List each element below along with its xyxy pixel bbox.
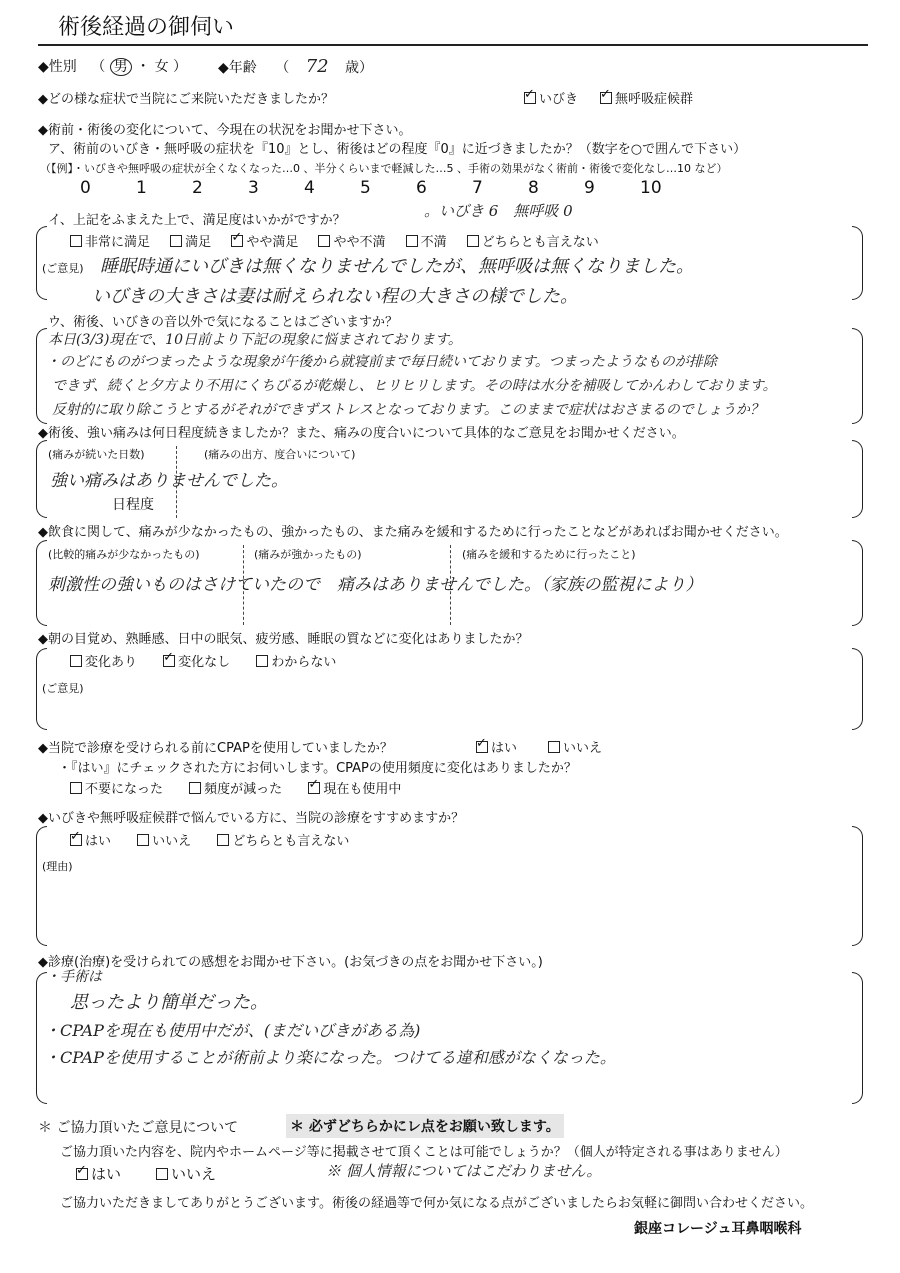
scale-9[interactable]: 9: [584, 178, 595, 198]
severity-scale[interactable]: [80, 178, 696, 198]
checkbox-icon: [163, 655, 175, 667]
q3-text: ◆術後、強い痛みは何日程度続きましたか？また、痛みの度合いについて具体的なご意見をお聞かせください。: [38, 426, 685, 441]
q7-opt-no[interactable]: いいえ: [137, 834, 191, 849]
q5-opinion-label: (ご意見): [42, 682, 84, 695]
age-label: ◆年齢: [218, 60, 257, 76]
q2c-text: ウ、術後、いびきの音以外で気になることはございますか？: [48, 315, 398, 330]
bracket-right: [852, 648, 863, 730]
q8-text: ◆診療(治療)を受けられての感想をお聞かせ下さい。(お気づきの点をお聞かせ下さい。): [38, 955, 543, 970]
scale-6[interactable]: 6: [416, 178, 427, 198]
age-unit: 歳）: [345, 60, 374, 76]
scale-3[interactable]: 3: [248, 178, 259, 198]
satisfaction-neither[interactable]: どちらとも言えない: [467, 235, 599, 250]
footer-heading-2: ＊ 必ずどちらかにレ点をお願い致します。: [286, 1114, 564, 1138]
satisfaction-options: [70, 231, 599, 250]
q8-hand-4: ・CPAPを使用することが術前より楽になった。つけてる違和感がなくなった。: [44, 1048, 616, 1067]
clinic-name: 銀座コレージュ耳鼻咽喉科: [634, 1221, 802, 1237]
footer-hand: ※ 個人情報についてはこだわりません。: [326, 1162, 602, 1180]
checkbox-icon: [524, 92, 536, 104]
q7-opt-yes[interactable]: ✓はい: [70, 834, 111, 849]
checkbox-icon: [256, 655, 268, 667]
q5-opt-changed[interactable]: 変化あり: [70, 655, 137, 670]
scale-4[interactable]: 4: [304, 178, 315, 198]
q1-opt-snoring[interactable]: ✓ いびき: [524, 88, 578, 107]
checkbox-icon: [170, 235, 182, 247]
checkbox-icon: [156, 1168, 168, 1180]
checkbox-icon: [318, 235, 330, 247]
q7-options: [70, 830, 349, 849]
q2-a-text: ア、術前のいびき・無呼吸の症状を『10』とし、術後はどの程度『0』に近づきましたか？（数字を○で囲んで下さい）: [48, 142, 747, 157]
q2-text: ◆術前・術後の変化について、今現在の状況をお聞かせ下さい。: [38, 123, 412, 138]
q4-label-1: (比較的痛みが少なかったもの): [48, 548, 200, 561]
q7-opt-neither[interactable]: どちらとも言えない: [217, 834, 349, 849]
footer-yes[interactable]: ✓はい: [76, 1163, 121, 1184]
bracket-right: [852, 826, 863, 946]
q4-label-3: (痛みを緩和するために行ったこと): [462, 548, 636, 561]
checkbox-icon: [308, 782, 320, 794]
q5-text: ◆朝の目覚め、熟睡感、日中の眠気、疲労感、睡眠の質などに変化はありましたか？: [38, 632, 529, 647]
page-title: 術後経過の御伺い: [58, 15, 235, 40]
q8-hand-2: 思ったより簡単だった。: [70, 992, 268, 1013]
q2b-hand-1: 睡眠時通にいびきは無くなりませんでしたが、無呼吸は無くなりました。: [100, 256, 694, 277]
q8-hand-1: ・手術は: [46, 969, 102, 985]
q3-label-degree: (痛みの出方、度合いについて): [204, 448, 356, 461]
scale-10[interactable]: 10: [640, 178, 662, 198]
footer-heading-1: ＊ ご協力頂いたご意見について: [38, 1120, 239, 1136]
bracket-right: [852, 226, 863, 300]
q5-options: [70, 651, 336, 670]
q7-reason-label: (理由): [42, 860, 73, 873]
age-value[interactable]: 72: [305, 56, 329, 77]
satisfaction-somewhat-un[interactable]: やや不満: [318, 235, 385, 250]
scale-7[interactable]: 7: [472, 178, 483, 198]
q6-opt-unneeded[interactable]: 不要になった: [70, 782, 163, 797]
sex-label: ◆性別: [38, 59, 77, 75]
checkbox-icon: [70, 655, 82, 667]
q6-options: [70, 778, 401, 797]
satisfaction-very[interactable]: 非常に満足: [70, 235, 150, 250]
satisfaction-satisfied[interactable]: 満足: [170, 235, 211, 250]
sex-row: [38, 56, 187, 76]
checkbox-icon: [476, 741, 488, 753]
q2b-text: イ、上記をふまえた上で、満足度はいかがですか？: [48, 213, 346, 228]
bracket-right: [852, 540, 863, 626]
footer-thanks: ご協力いただきましてありがとうございます。術後の経過等で何か気になる点がございましたらお気軽に御問い合わせください。: [60, 1196, 813, 1211]
q3-hand: 強い痛みはありませんでした。: [50, 471, 288, 491]
q6-opt-reduced[interactable]: 頻度が減った: [189, 782, 282, 797]
checkbox-icon: [137, 834, 149, 846]
checkbox-icon: [217, 834, 229, 846]
q4-hand: 刺激性の強いものはさけていたので 痛みはありませんでした。（家族の監視により）: [48, 575, 703, 595]
q6-opt-still-using[interactable]: ✓ 現在も使用中: [308, 782, 401, 797]
sex-dot: ・: [136, 59, 151, 75]
q3-unit: 日程度: [112, 497, 154, 513]
footer-no[interactable]: いいえ: [156, 1163, 216, 1184]
checkbox-icon: [70, 235, 82, 247]
checkbox-icon: [70, 834, 82, 846]
sex-open: （: [91, 59, 106, 75]
q2b-hand-2: いびきの大きさは妻は耐えられない程の大きさの様でした。: [92, 286, 578, 307]
q6-text: ◆当院で診療を受けられる前にCPAPを使用していましたか？: [38, 741, 393, 756]
bracket-left: [36, 328, 47, 424]
q1-opt-apnea[interactable]: ✓ 無呼吸症候群: [600, 88, 693, 107]
q8-hand-3: ・CPAPを現在も使用中だが、(まだいびきがある為): [44, 1021, 421, 1040]
scale-1[interactable]: 1: [136, 178, 147, 198]
scale-0[interactable]: 0: [80, 178, 91, 198]
q1-text: ◆どの様な症状で当院にご来院いただきましたか？: [38, 92, 334, 107]
scale-8[interactable]: 8: [528, 178, 539, 198]
q2-hand-note: 。いびき 6 無呼吸 0: [424, 202, 573, 220]
bracket-right: [852, 328, 863, 424]
checkbox-icon: [70, 782, 82, 794]
q2-example: （【例】・いびきや無呼吸の症状が全くなくなった…0 、半分くらいまで軽減した…5 、手術の効果がなく術前・術後で変化なし…10 など）: [40, 162, 728, 175]
age-open: （: [275, 60, 290, 76]
q6-yes[interactable]: ✓ はい: [476, 737, 517, 756]
q2c-hand-4: 反射的に取り除こうとするがそれができずストレスとなっております。このままで症状はおさまるのでしょうか？: [52, 402, 764, 418]
q6-sub: ・『はい』にチェックされた方にお伺いします。CPAPの使用頻度に変化はありましたか？: [58, 761, 577, 776]
q5-opt-nochange[interactable]: ✓ 変化なし: [163, 655, 230, 670]
satisfaction-unsatisfied[interactable]: 不満: [406, 235, 447, 250]
checkbox-icon: [231, 235, 243, 247]
age-row: [218, 56, 373, 77]
q4-label-2: (痛みが強かったもの): [254, 548, 362, 561]
footer-question: ご協力頂いた内容を、院内やホームページ等に掲載させて頂くことは可能でしょうか？（個人が特定される事はありません）: [60, 1145, 788, 1160]
q2c-hand-3: できず、続くと夕方より不用にくちびるが乾燥し、ヒリヒリします。その時は水分を補吸してかんわしております。: [52, 378, 777, 394]
q4-text: ◆飲食に関して、痛みが少なかったもの、強かったもの、また痛みを緩和するために行ったことなどがあればお聞かせください。: [38, 525, 788, 540]
bracket-left: [36, 540, 47, 626]
bracket-left: [36, 826, 47, 946]
checkbox-icon: [467, 235, 479, 247]
scale-5[interactable]: 5: [360, 178, 371, 198]
bracket-left: [36, 440, 47, 518]
checkbox-icon: [406, 235, 418, 247]
checkbox-icon: [600, 92, 612, 104]
title-underline: [38, 44, 868, 46]
sex-female[interactable]: 女: [154, 59, 169, 75]
q2b-opinion-label: (ご意見): [42, 262, 84, 275]
q3-label-days: (痛みが続いた日数): [48, 448, 145, 461]
q7-text: ◆いびきや無呼吸症候群で悩んでいる方に、当院の診療をすすめますか？: [38, 811, 465, 826]
satisfaction-somewhat[interactable]: ✓ やや満足: [231, 235, 298, 250]
q2c-hand-1: 本日(3/3)現在で、10日前より下記の現象に悩まされております。: [48, 332, 462, 348]
checkbox-icon: [76, 1168, 88, 1180]
scale-2[interactable]: 2: [192, 178, 203, 198]
q5-opt-unknown[interactable]: わからない: [256, 655, 336, 670]
q2c-hand-2: ・のどにものがつまったような現象が午後から就寝前まで毎日続いております。つまったようなものが排除: [46, 354, 717, 370]
bracket-right: [852, 440, 863, 518]
sex-male[interactable]: 男: [110, 58, 132, 76]
checkbox-icon: [548, 741, 560, 753]
q6-no[interactable]: いいえ: [548, 737, 602, 756]
sex-close: ）: [173, 59, 188, 75]
bracket-right: [852, 972, 863, 1104]
checkbox-icon: [189, 782, 201, 794]
